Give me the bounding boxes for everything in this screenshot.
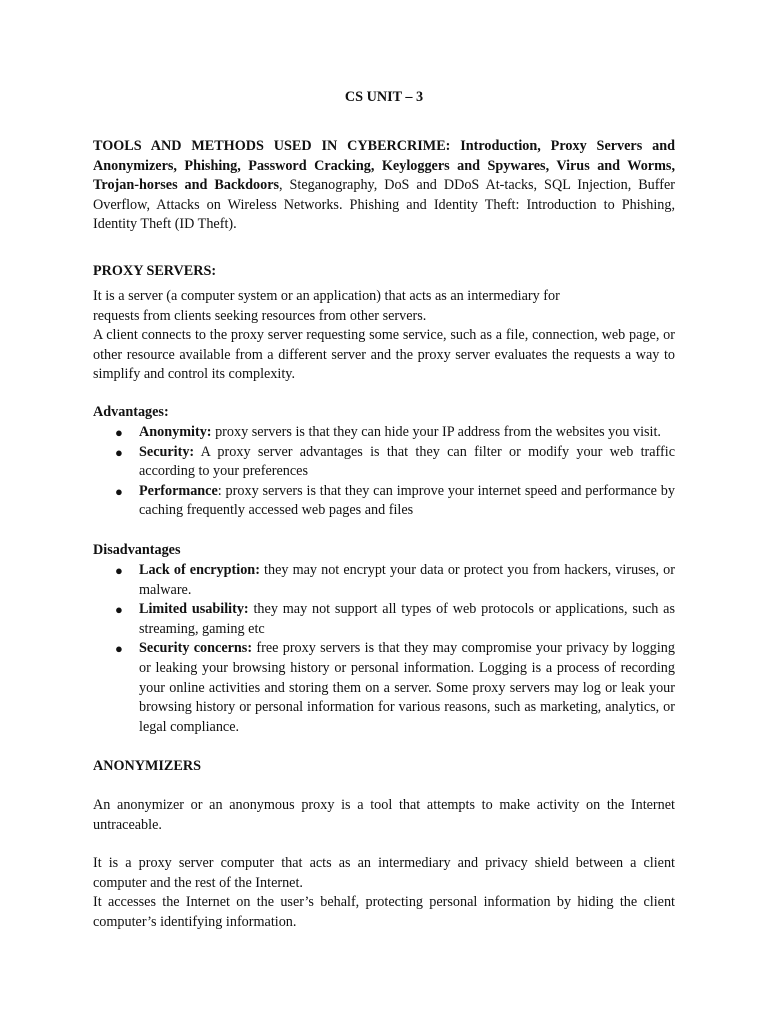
list-item <box>93 443 675 482</box>
advantage-term: Anonymity: <box>139 424 212 440</box>
disadvantages-list <box>93 561 675 737</box>
disadvantage-text: free proxy servers is that they may compromise your privacy by logging or leaking your browsing history or personal information. Logging is a process of recording your online activities and storing them on a server. Some proxy servers may log or leak your browsing history or personal information for various reasons, such as marketing, analytics, or legal compliance. <box>139 640 675 735</box>
advantage-term: Security: <box>139 443 195 460</box>
anonymizers-para3: It accesses the Internet on the user’s behalf, protecting personal information by hiding the client computer’s identifying information. <box>93 894 675 930</box>
disadvantage-term: Security concerns: <box>139 640 253 657</box>
bullet-icon: ● <box>115 483 123 499</box>
anonymizers-heading: ANONYMIZERS <box>93 758 201 774</box>
syllabus-rest-text: , Steganography, DoS and DDoS At-tacks, SQL Injection, Buffer Overflow, Attacks on Wireless Networks. Phishing and Identity Theft: Introduction to Phishing, Identity Theft (ID Theft). <box>93 177 675 233</box>
advantage-text: : proxy servers is that they can improve your internet speed and performance by caching frequently accessed web pages and files <box>139 482 675 519</box>
list-item <box>93 482 675 521</box>
advantage-text: A proxy server advantages is that they can filter or modify your web traffic according to your preferences <box>139 443 675 480</box>
syllabus-bold-text: TOOLS AND METHODS USED IN CYBERCRIME: Introduction, Proxy Servers and Anonymizers, Phishing, Password Cracking, Keyloggers and Spywares, Virus and Worms, Trojan-horses and Backdoors <box>93 138 675 194</box>
bullet-icon: ● <box>115 641 123 657</box>
bullet-icon: ● <box>115 602 123 618</box>
proxy-para1-line2: requests from clients seeking resources from other servers. <box>93 307 427 324</box>
advantage-term: Performance <box>139 482 218 499</box>
proxy-para2: A client connects to the proxy server requesting some service, such as a file, connection, web page, or other resource available from a different server and the proxy server evaluates the requests a way to simplify and control its complexity. <box>93 327 675 383</box>
bullet-icon: ● <box>115 425 123 440</box>
list-item <box>93 600 675 639</box>
disadvantage-term: Lack of encryption: <box>139 562 260 578</box>
anonymizers-para1: An anonymizer or an anonymous proxy is a tool that attempts to make activity on the Internet untraceable. <box>93 797 675 833</box>
list-item <box>93 423 675 443</box>
syllabus-paragraph <box>93 137 675 235</box>
advantages-heading: Advantages: <box>93 404 169 420</box>
proxy-heading: PROXY SERVERS: <box>93 263 217 279</box>
disadvantage-text: they may not encrypt your data or protect you from hackers, viruses, or malware. <box>139 562 675 598</box>
list-item <box>93 639 675 737</box>
proxy-para1-line1: It is a server (a computer system or an application) that acts as an intermediary for <box>93 288 560 304</box>
list-item <box>93 561 675 600</box>
advantages-list <box>93 423 675 521</box>
bullet-icon: ● <box>115 444 123 460</box>
anonymizers-para2: It is a proxy server computer that acts as an intermediary and privacy shield between a client computer and the rest of the Internet. <box>93 855 675 891</box>
disadvantages-heading: Disadvantages <box>93 542 181 558</box>
advantage-text: proxy servers is that they can hide your IP address from the websites you visit. <box>211 424 661 440</box>
page-title: CS UNIT – 3 <box>344 89 424 105</box>
bullet-icon: ● <box>115 563 123 578</box>
proxy-intro <box>93 287 675 385</box>
disadvantage-text: they may not support all types of web protocols or applications, such as streaming, gaming etc <box>139 601 675 637</box>
disadvantage-term: Limited usability: <box>139 601 249 618</box>
